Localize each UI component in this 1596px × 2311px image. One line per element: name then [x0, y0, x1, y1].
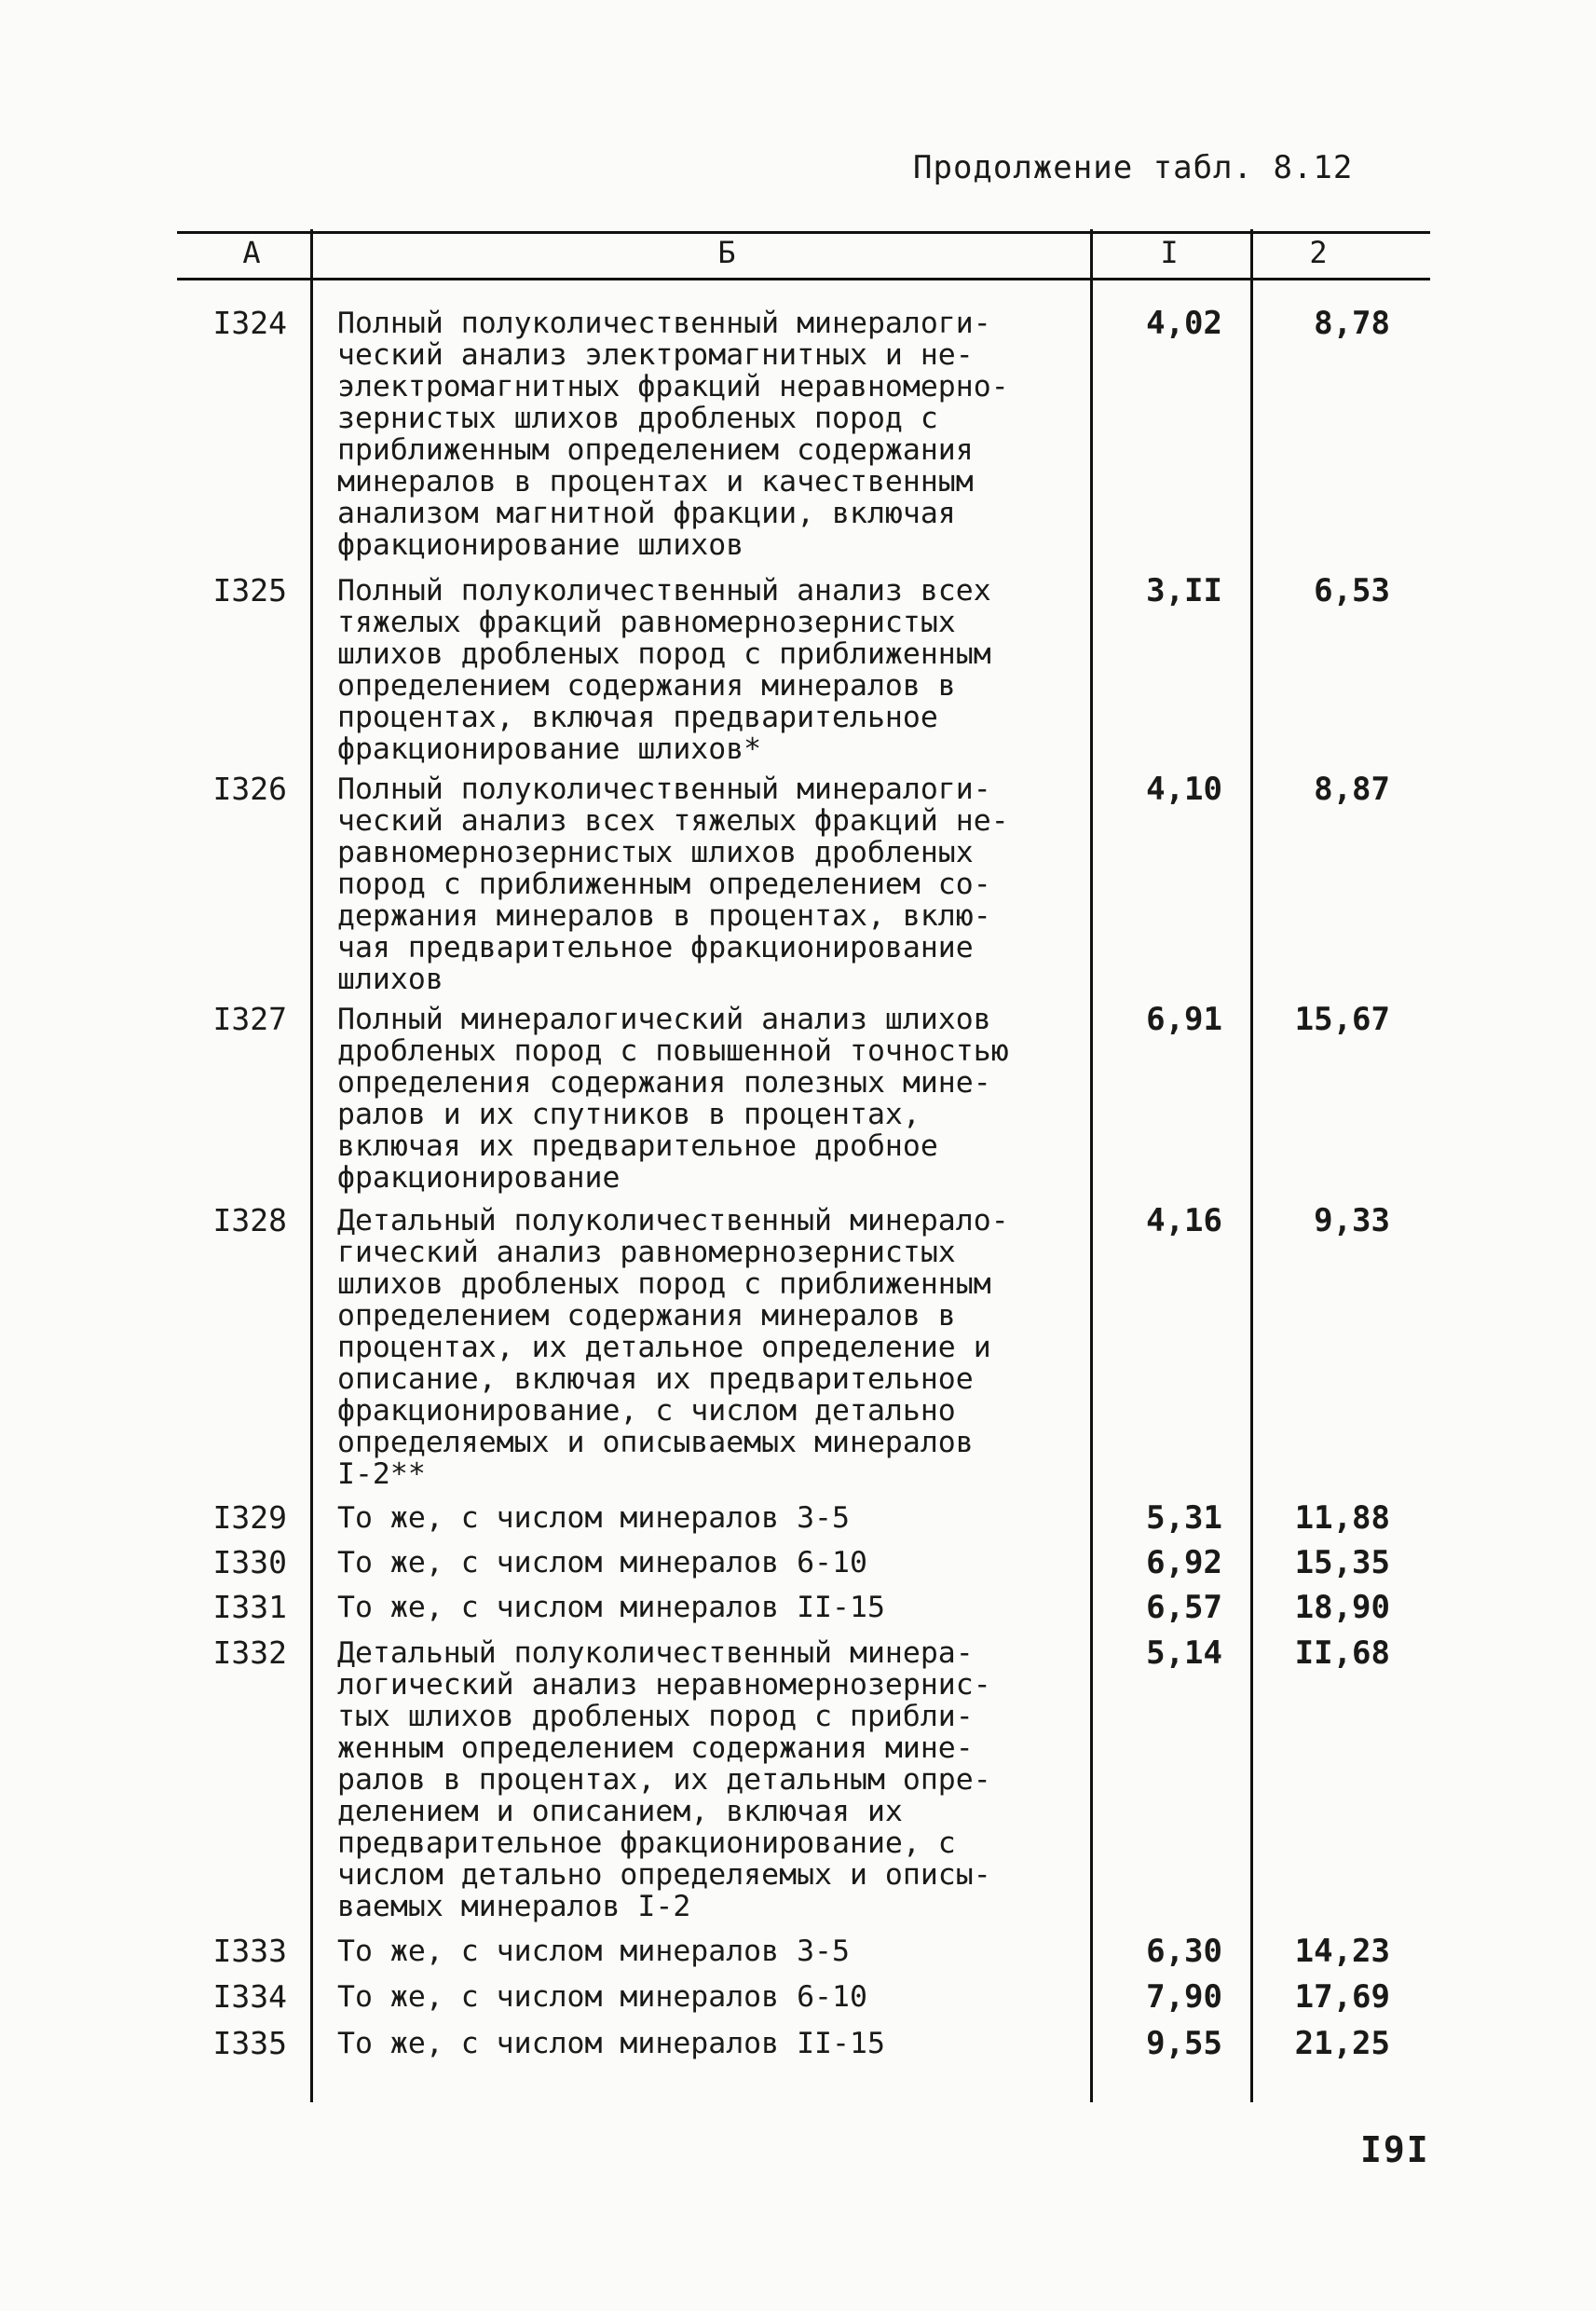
- row-value-1: 6,30: [1146, 1933, 1222, 1970]
- row-code: I326: [212, 771, 287, 807]
- row-value-2: 15,35: [1294, 1544, 1390, 1581]
- header-bottom-rule: [177, 278, 1430, 280]
- row-value-1: 6,92: [1146, 1544, 1222, 1581]
- row-description: Полный полуколичественный минералоги- ческий анализ электромагнитных и не- электромагнитных фракций неравномерно- зернистых шлихов дробленых пород с приближенным определением содержания минералов в процентах и качественным анализом магнитной фракции, включая фракционирование шлихов: [337, 307, 1009, 562]
- table-caption: Продолжение табл. 8.12: [913, 149, 1354, 186]
- row-value-2: 14,23: [1294, 1933, 1390, 1970]
- page-number: I9I: [1360, 2129, 1430, 2170]
- column-header-b: Б: [717, 235, 736, 270]
- row-value-1: 5,31: [1146, 1499, 1222, 1537]
- row-value-1: 7,90: [1146, 1978, 1222, 2016]
- row-value-2: 17,69: [1294, 1978, 1390, 2016]
- row-description: То же, с числом минералов 6-10: [337, 1546, 867, 1579]
- row-description: Детальный полуколичественный минерало- гический анализ равномернозернистых шлихов дробленых пород с приближенным определением содержания минералов в процентах, их детальное определение и описание, включая их предварительное фракционирование, с числом детально определяемых и описываемых минералов I-2**: [337, 1204, 1009, 1491]
- row-value-2: 18,90: [1294, 1589, 1390, 1626]
- row-value-1: 9,55: [1146, 2025, 1222, 2062]
- row-description: Полный минералогический анализ шлихов дробленых пород с повышенной точностью определения содержания полезных мине- ралов и их спутников в процентах, включая их предварительное дробное фракционирование: [337, 1003, 1009, 1195]
- row-value-2: II,68: [1294, 1634, 1390, 1672]
- row-description: То же, с числом минералов II-15: [337, 2027, 885, 2060]
- row-code: I327: [212, 1001, 287, 1037]
- row-code: I330: [212, 1544, 287, 1580]
- row-code: I324: [212, 305, 287, 341]
- row-value-1: 3,II: [1146, 572, 1222, 609]
- row-value-2: 9,33: [1314, 1202, 1390, 1239]
- row-value-2: 11,88: [1294, 1499, 1390, 1537]
- row-code: I328: [212, 1202, 287, 1238]
- row-value-2: 8,87: [1314, 771, 1390, 808]
- row-value-2: 6,53: [1314, 572, 1390, 609]
- column-header-a: А: [242, 235, 261, 270]
- column-divider-1-2: [1250, 229, 1253, 2102]
- row-value-1: 4,10: [1146, 771, 1222, 808]
- row-value-2: 21,25: [1294, 2025, 1390, 2062]
- row-value-1: 4,02: [1146, 305, 1222, 342]
- table-top-rule: [177, 231, 1430, 234]
- row-description: То же, с числом минералов 6-10: [337, 1980, 867, 2014]
- row-code: I333: [212, 1933, 287, 1969]
- row-value-2: 15,67: [1294, 1001, 1390, 1038]
- row-description: Полный полуколичественный анализ всех тяжелых фракций равномернозернистых шлихов дробленых пород с приближенным определением содержания минералов в процентах, включая предварительное фракционирование шлихов*: [337, 574, 991, 766]
- row-code: I331: [212, 1589, 287, 1625]
- row-description: То же, с числом минералов II-15: [337, 1591, 885, 1624]
- row-value-1: 4,16: [1146, 1202, 1222, 1239]
- row-value-1: 6,57: [1146, 1589, 1222, 1626]
- row-value-2: 8,78: [1314, 305, 1390, 342]
- row-code: I325: [212, 572, 287, 609]
- row-code: I335: [212, 2025, 287, 2061]
- row-code: I329: [212, 1499, 287, 1536]
- row-value-1: 6,91: [1146, 1001, 1222, 1038]
- row-description: Полный полуколичественный минералоги- ческий анализ всех тяжелых фракций не- равномернозернистых шлихов дробленых пород с приближенным определением со- держания минералов в процентах, вклю- чая предварительное фракционирование шлихов: [337, 773, 1009, 996]
- row-code: I334: [212, 1978, 287, 2015]
- row-value-1: 5,14: [1146, 1634, 1222, 1672]
- row-description: Детальный полуколичественный минера- логический анализ неравномернозернис- тых шлихов дробленых пород с прибли- женным определением содержания мине- ралов в процентах, их детальным опре- делением и описанием, включая их предварительное фракционирование, с числом детально определяемых и описы- ваемых минералов I-2: [337, 1636, 991, 1923]
- column-divider-b-1: [1090, 229, 1093, 2102]
- column-header-1: I: [1160, 235, 1179, 270]
- row-description: То же, с числом минералов 3-5: [337, 1935, 850, 1968]
- row-description: То же, с числом минералов 3-5: [337, 1501, 850, 1535]
- column-header-2: 2: [1309, 235, 1328, 270]
- column-divider-a-b: [310, 229, 313, 2102]
- row-code: I332: [212, 1634, 287, 1671]
